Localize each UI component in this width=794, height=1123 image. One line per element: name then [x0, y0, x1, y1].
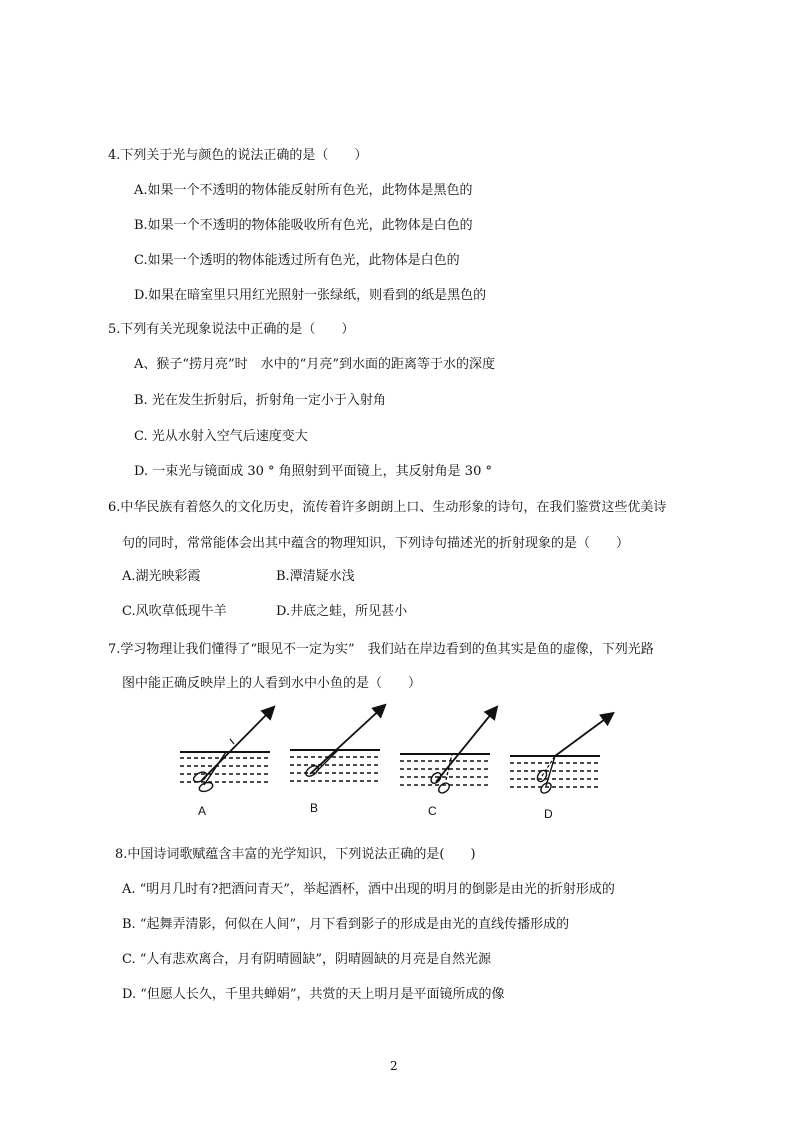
diagram-b-label: B	[310, 801, 319, 815]
question-5-option-b: B. 光在发生折射后，折射角一定小于入射角	[134, 393, 386, 408]
question-8-option-a: A. “明月几时有?把酒问青天”，举起酒杯，酒中出现的明月的倒影是由光的折射形成的	[122, 882, 615, 897]
page-number: 2	[390, 1059, 398, 1073]
question-5-option-a: A、猴子“捞月亮”时 水中的“月亮”到水面的距离等于水的深度	[134, 357, 495, 372]
light-path-diagrams	[170, 700, 630, 825]
question-4-stem: 4.下列关于光与颜色的说法正确的是（ ）	[108, 148, 368, 163]
question-5-option-d: D. 一束光与镜面成 30 ° 角照射到平面镜上，其反射角是 30 °	[134, 464, 492, 479]
diagram-c-label: C	[428, 804, 437, 818]
question-8-option-b: B. “起舞弄清影，何似在人间”，月下看到影子的形成是由光的直线传播形成的	[122, 917, 570, 932]
question-6-stem-line-2: 句的同时，常常能体会出其中蕴含的物理知识，下列诗句描述光的折射现象的是（ ）	[122, 536, 630, 551]
question-4-option-d: D.如果在暗室里只用红光照射一张绿纸，则看到的纸是黑色的	[134, 288, 487, 303]
diagram-c	[400, 708, 496, 818]
question-6-option-a: A.湖光映彩霞	[122, 569, 201, 584]
question-5-option-c: C. 光从水射入空气后速度变大	[134, 429, 308, 444]
question-7-stem-line-1: 7.学习物理让我们懂得了“眼见不一定为实” 我们站在岸边看到的鱼其实是鱼的虚像，下列光路	[108, 642, 654, 657]
diagram-d-label: D	[544, 807, 553, 821]
question-4-option-a: A.如果一个不透明的物体能反射所有色光，此物体是黑色的	[134, 183, 473, 198]
diagram-d	[510, 714, 612, 821]
question-8-option-c: C. “人有悲欢离合，月有阴晴圆缺”，阴晴圆缺的月亮是自然光源	[122, 952, 492, 967]
question-6-option-b: B.潭清疑水浅	[276, 569, 355, 584]
question-4-option-b: B.如果一个不透明的物体能吸收所有色光，此物体是白色的	[134, 218, 473, 233]
question-4-option-c: C.如果一个透明的物体能透过所有色光，此物体是白色的	[134, 253, 460, 268]
question-6-option-d: D.井底之蛙，所见甚小	[276, 604, 408, 619]
diagram-a-label: A	[198, 804, 207, 818]
question-8-stem: 8.中国诗词歌赋蕴含丰富的光学知识，下列说法正确的是( )	[115, 847, 476, 862]
diagram-a	[180, 708, 273, 818]
question-6-option-c: C.风吹草低现牛羊	[122, 604, 227, 619]
diagram-b	[290, 706, 384, 815]
question-6-stem-line-1: 6.中华民族有着悠久的文化历史，流传着许多朗朗上口、生动形象的诗句，在我们鉴赏这些优美诗	[108, 500, 667, 515]
question-5-stem: 5.下列有关光现象说法中正确的是（ ）	[108, 322, 355, 337]
question-7-stem-line-2: 图中能正确反映岸上的人看到水中小鱼的是（ ）	[122, 676, 422, 691]
question-8-option-d: D. “但愿人长久，千里共蝉娟”，共赏的天上明月是平面镜所成的像	[122, 987, 505, 1002]
